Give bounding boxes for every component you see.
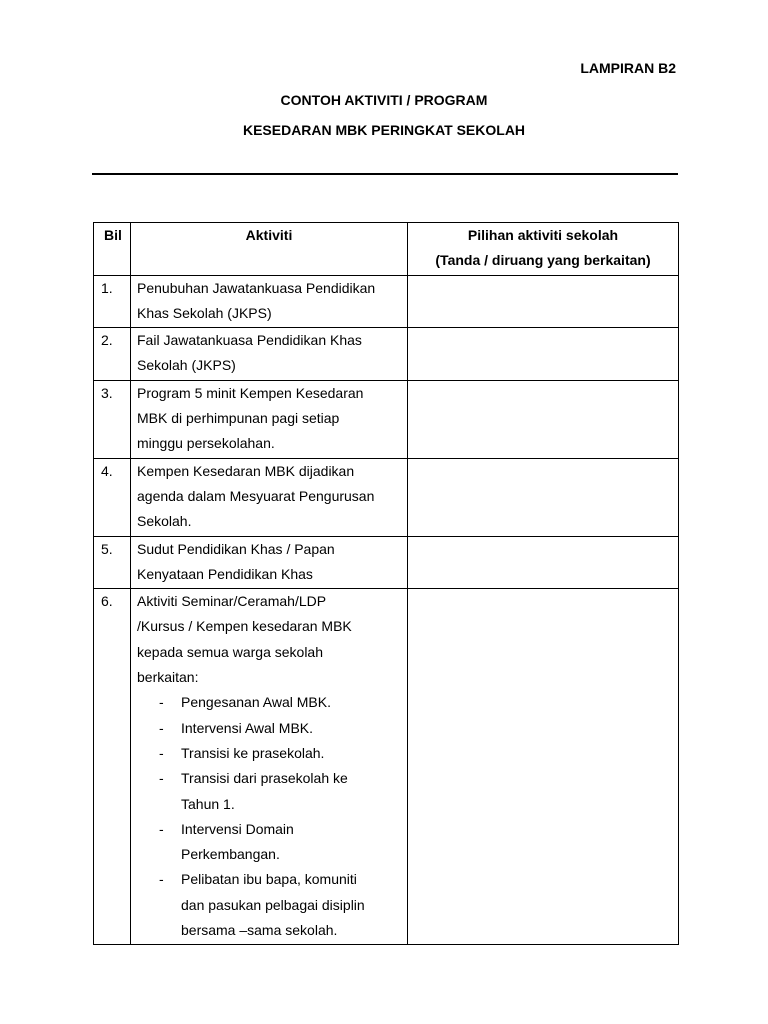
activity-line: agenda dalam Mesyuarat Pengurusan [137, 487, 375, 504]
sub-activity-line: Transisi ke prasekolah. [181, 744, 325, 761]
row-number: 2. [94, 328, 131, 381]
activity-line: Program 5 minit Kempen Kesedaran [137, 384, 364, 401]
sub-activity-item [137, 766, 407, 817]
selection-cell[interactable] [408, 458, 679, 536]
sub-activity-item [137, 867, 407, 943]
sub-activity-line: Transisi dari prasekolah ke [181, 770, 348, 787]
sub-activity-line: Pelibatan ibu bapa, komuniti [181, 871, 357, 888]
appendix-label: LAMPIRAN B2 [580, 60, 676, 76]
activity-line: Aktiviti Seminar/Ceramah/LDP [137, 593, 327, 610]
row-number: 1. [94, 275, 131, 328]
header-aktiviti: Aktiviti [131, 223, 408, 276]
activity-cell [131, 275, 408, 328]
activity-cell [131, 536, 408, 589]
table-row [94, 328, 679, 381]
activity-line: Sekolah (JKPS) [137, 357, 236, 374]
sub-activity-line: Tahun 1. [181, 795, 235, 812]
activity-table [93, 222, 679, 945]
sub-activity-line: bersama –sama sekolah. [181, 922, 338, 939]
activity-line: minggu persekolahan. [137, 435, 275, 452]
selection-cell[interactable] [408, 275, 679, 328]
selection-cell[interactable] [408, 380, 679, 458]
dash-bullet: - [159, 744, 164, 761]
header-pilihan-line2: (Tanda / diruang yang berkaitan) [435, 252, 651, 269]
activity-cell [131, 328, 408, 381]
table-row [94, 458, 679, 536]
activity-line: MBK di perhimpunan pagi setiap [137, 410, 340, 427]
document-subtitle: KESEDARAN MBK PERINGKAT SEKOLAH [242, 122, 526, 138]
sub-activity-line: Perkembangan. [181, 846, 280, 863]
activity-line: Khas Sekolah (JKPS) [137, 304, 272, 321]
table-row [94, 380, 679, 458]
header-pilihan-line1: Pilihan aktiviti sekolah [467, 227, 619, 243]
sub-activity-list [137, 690, 407, 943]
activity-cell [131, 589, 408, 945]
row-number: 5. [94, 536, 131, 589]
activity-line: Fail Jawatankuasa Pendidikan Khas [137, 332, 362, 349]
row-number: 4. [94, 458, 131, 536]
row-number: 3. [94, 380, 131, 458]
sub-activity-item [137, 817, 407, 868]
activity-line: /Kursus / Kempen kesedaran MBK [137, 618, 352, 635]
sub-activity-item [137, 690, 407, 715]
dash-bullet: - [159, 719, 164, 736]
activity-line: Penubuhan Jawatankuasa Pendidikan [137, 279, 376, 296]
title-divider [92, 173, 678, 175]
sub-activity-item [137, 741, 407, 766]
table-row [94, 589, 679, 945]
activity-line: Kempen Kesedaran MBK dijadikan [137, 462, 355, 479]
activity-cell [131, 458, 408, 536]
selection-cell[interactable] [408, 536, 679, 589]
dash-bullet: - [159, 820, 164, 837]
header-pilihan [408, 223, 679, 276]
sub-activity-line: Pengesanan Awal MBK. [181, 694, 331, 711]
document-title: CONTOH AKTIVITI / PROGRAM [280, 92, 488, 108]
activity-line: kepada semua warga sekolah [137, 643, 324, 660]
sub-activity-line: Intervensi Domain [181, 820, 294, 837]
activity-line: berkaitan: [137, 669, 199, 686]
selection-cell[interactable] [408, 589, 679, 945]
activity-line: Kenyataan Pendidikan Khas [137, 565, 313, 582]
activity-cell [131, 380, 408, 458]
selection-cell[interactable] [408, 328, 679, 381]
dash-bullet: - [159, 694, 164, 711]
row-number: 6. [94, 589, 131, 945]
table-row [94, 275, 679, 328]
table-header-row [94, 223, 679, 276]
activity-line: Sekolah. [137, 513, 192, 530]
dash-bullet: - [159, 871, 164, 888]
sub-activity-line: dan pasukan pelbagai disiplin [181, 896, 365, 913]
activity-line: Sudut Pendidikan Khas / Papan [137, 540, 335, 557]
sub-activity-item [137, 716, 407, 741]
dash-bullet: - [159, 770, 164, 787]
table-row [94, 536, 679, 589]
header-bil: Bil [94, 223, 131, 276]
sub-activity-line: Intervensi Awal MBK. [181, 719, 314, 736]
